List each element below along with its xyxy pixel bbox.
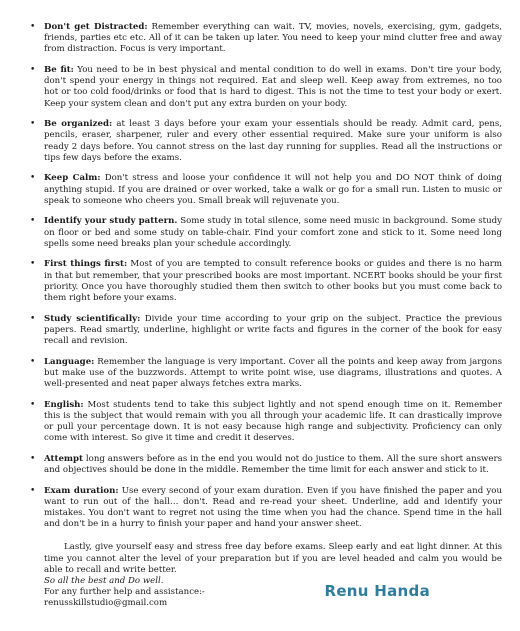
bullet-icon: • [30, 65, 36, 75]
tip-item [30, 314, 502, 348]
tip-title: Exam duration: [44, 485, 119, 496]
tip-body: at least 3 days before your exam your essentials should be ready. Admit card, pens, pencils, eraser, sharpener, ruler and every other essential required. Make sure your uniform is also ready 2 days before. You cannot stress on the last day running for supplies. Read all the instructions or tips few days before the exams. [44, 119, 502, 163]
tip-title: English: [44, 399, 84, 410]
bullet-icon: • [30, 453, 36, 464]
bullet-icon: • [30, 399, 36, 410]
tip-body: Most students tend to take this subject lightly and not spend enough time on it. Remember this is the subject that would remain with you all through your academic life. It can drastically improve or pull your percentage down. It is not easy because high range and subjectivity. Proficiency can only come with interest. So give it time and credit it deserves. [44, 399, 502, 444]
tip-item [30, 357, 502, 391]
tip-body: You need to be in best physical and mental condition to do well in exams. Don't tire your body, don't spend your energy in things not required. Eat and sleep well. Keep away from extremes, no too hot or too cold food/drinks or food that is hard to digest. This is not the time to test your body or exert. Keep your system clean and don't put any extra burden on your body. [44, 65, 502, 109]
tip-body: Remember the language is very important. Cover all the points and keep away from jargons but make use of the buzzwords. Attempt to write point wise, use diagrams, illustrations and quotes. A well-presented and neat paper always fetches extra marks. [44, 356, 502, 390]
tip-item [30, 173, 502, 207]
bullet-icon: • [30, 216, 36, 227]
tip-title: Study scientifically: [44, 313, 141, 324]
tip-title: Don't get Distracted: [44, 22, 148, 32]
bullet-icon: • [30, 356, 36, 367]
tip-title: Language: [44, 356, 95, 367]
tip-body: Remember everything can wait. TV, movies, novels, exercising, gym, gadgets, friends, parties etc etc. All of it can be taken up later. You need to keep your mind clutter free and away from distraction. Focus is very important. [44, 22, 502, 55]
tip-title: Keep Calm: [44, 173, 101, 184]
tip-item [30, 400, 502, 445]
bullet-icon: • [30, 173, 36, 184]
tip-item [30, 454, 502, 476]
bullet-icon: • [30, 259, 36, 270]
contact-email: renusskillstudio@gmail.com [44, 598, 168, 609]
tip-body: Use every second of your exam duration. Even if you have finished the paper and you want to run out of the hall… don't. Read and re-read your sheet. Underline, add and identify your mistakes. You don't want to regret not using the time when you had the chance. Spend time in the hall and don't be in a hurry to finish your paper and hand your answer sheet. [44, 485, 502, 530]
bullet-icon: • [30, 485, 36, 496]
tip-title: Attempt [44, 453, 83, 464]
signature-row [44, 576, 502, 610]
tip-body: Most of you are tempted to consult reference books or guides and there is no harm in that but remember, that your prescribed books are most important. NCERT books should be your first priority. Once you have thoroughly studied them then switch to other books but you must come back to them right before your exams. [44, 259, 502, 304]
tip-body: long answers before as in the end you would not do justice to them. All the sure short answers and objectives should be done in the middle. Remember the time limit for each answer and stick to it. [44, 453, 502, 476]
tips-list [30, 22, 502, 530]
bullet-icon: • [30, 22, 36, 32]
tip-body: Don't stress and loose your confidence it will not help you and DO NOT think of doing anything stupid. If you are drained or over worked, take a walk or go for a small run. Listen to music or speak to someone who cheers you. Small break will rejuvenate you. [44, 173, 502, 206]
tip-body: Divide your time according to your grip on the subject. Practice the previous papers. Read smartly, underline, highlight or write facts and figures in the corner of the book for easy recall and revision. [44, 313, 502, 347]
tip-title: Identify your study pattern. [44, 216, 178, 227]
closing-section [30, 542, 502, 609]
closing-wishes: So all the best and Do well. [44, 576, 164, 587]
bullet-icon: • [30, 313, 36, 324]
tip-item [30, 22, 502, 56]
tip-item [30, 65, 502, 110]
tip-body: Some study in total silence, some need music in background. Some study on floor or bed and some study on table-chair. Find your comfort zone and stick to it. Some need long spells some need breaks plan your schedule accordingly. [44, 216, 502, 249]
tip-item [30, 216, 502, 250]
help-line: For any further help and assistance:- [44, 587, 205, 598]
bullet-icon: • [30, 119, 36, 130]
tip-title: First things first: [44, 259, 128, 270]
tip-item [30, 486, 502, 531]
tip-title: Be fit: [44, 65, 74, 75]
author-signature: Renu Handa [324, 582, 430, 601]
closing-paragraph: Lastly, give yourself easy and stress free day before exams. Sleep early and eat light dinner. At this time you cannot alter the level of your preparation but if you are level headed and calm you would be able to recall and write better. [44, 542, 502, 575]
tip-item [30, 119, 502, 164]
tip-title: Be organized: [44, 119, 113, 130]
tip-item [30, 259, 502, 304]
